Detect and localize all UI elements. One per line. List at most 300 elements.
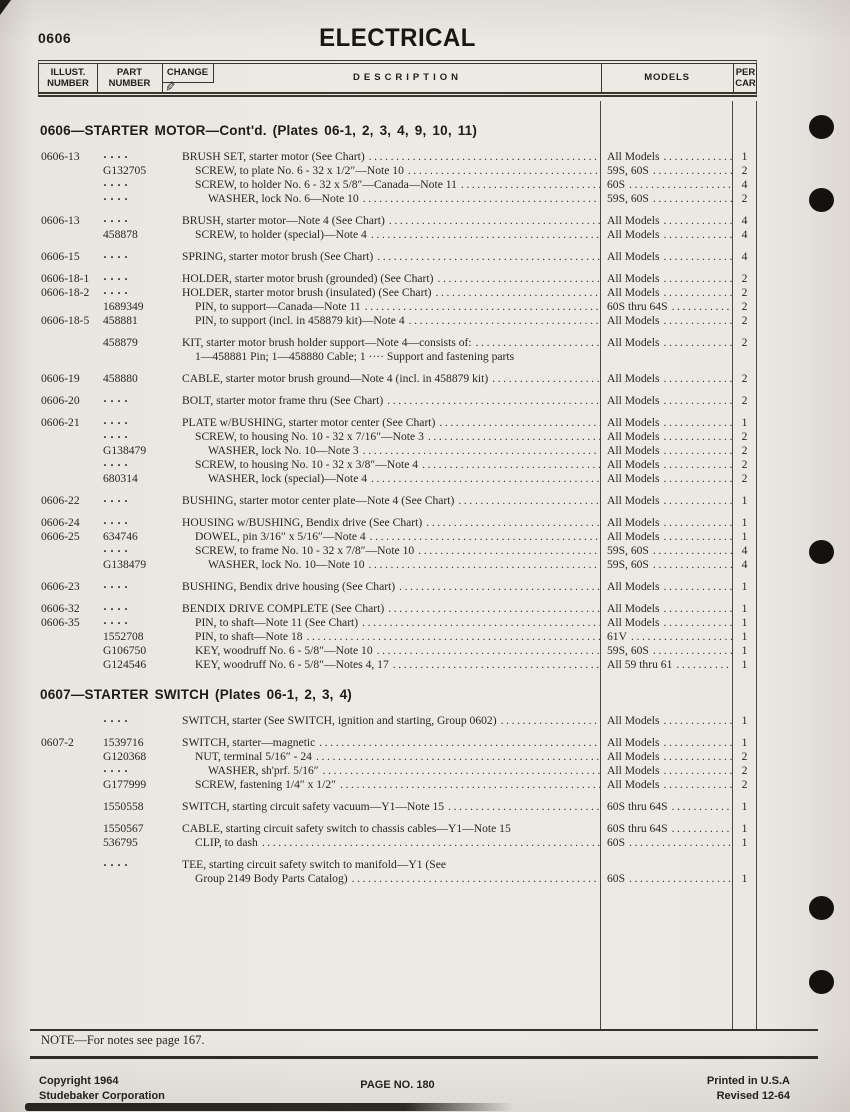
cell-description [182,736,600,750]
dot-leader [365,558,600,572]
description-text: PIN, to support—Canada—Note 11 [195,300,361,313]
cell-models [600,602,732,616]
table-row [38,394,757,408]
row-group [38,250,757,264]
cell-models [600,580,732,594]
cell-models [600,286,732,300]
note-rule-top [30,1029,818,1031]
cell-models [600,416,732,430]
models-text: All Models [607,228,660,241]
table-row [38,750,757,764]
cell-part-number: G132705 [103,164,147,177]
dot-leader [660,494,733,508]
row-group [38,858,757,886]
cell-part-number: ···· [103,458,132,472]
models-text: 61V [607,630,627,643]
cell-per-car: 1 [741,602,748,615]
dot-leader [258,836,600,850]
table-row [38,822,757,836]
description-text: WASHER, lock No. 6—Note 10 [208,192,359,205]
cell-illust-number [38,630,100,644]
dot-leader [660,150,733,164]
models-text: All Models [607,764,660,777]
dot-leader [358,616,600,630]
cell-illust-number [38,178,100,192]
cell-illust-number: 0606-32 [41,602,80,615]
dot-leader [383,394,600,408]
dot-leader [660,778,733,792]
cell-per-car [732,350,757,364]
models-text: 59S, 60S [607,544,649,557]
dot-leader [361,300,600,314]
models-text: All Models [607,444,660,457]
cell-part-number: G106750 [103,644,147,657]
table-row [38,530,757,544]
dot-leader [312,750,600,764]
cell-models [600,714,732,728]
binder-hole-mark [809,115,834,139]
description-text: BUSHING, Bendix drive housing (See Chart) [182,580,396,593]
page-code: 0606 [38,30,72,46]
cell-models [600,444,732,458]
description-text: BUSHING, starter motor center plate—Note 4 (See Chart) [182,494,455,507]
table-row [38,372,757,386]
cell-description [182,458,600,472]
dot-leader [367,228,600,242]
cell-part-number: G120368 [103,750,147,763]
column-header-change: CHANGE [162,64,214,83]
dot-leader [422,516,600,530]
cell-description [182,350,600,364]
change-pencil-icon: ✎ [163,78,177,95]
table-row [38,472,757,486]
description-text: PLATE w/BUSHING, starter motor center (See Chart) [182,416,436,429]
dot-leader [359,192,600,206]
cell-description [182,764,600,778]
dot-leader [418,458,600,472]
row-group [38,214,757,242]
table-row [38,630,757,644]
models-text: All Models [607,778,660,791]
description-text: Group 2149 Body Parts Catalog) [195,872,348,885]
dot-leader [660,444,733,458]
cell-models [600,336,732,350]
dot-leader [660,250,733,264]
description-text: SCREW, fastening 1/4″ x 1/2″ [195,778,336,791]
dot-leader [649,644,732,658]
cell-description [182,150,600,164]
cell-models [600,616,732,630]
models-text: 60S [607,872,626,885]
table-row [38,430,757,444]
column-header-part-number: PART NUMBER [108,67,151,89]
description-text: TEE, starting circuit safety switch to manifold—Y1 (See [182,858,447,871]
cell-description [182,516,600,530]
description-text: BRUSH, starter motor—Note 4 (See Chart) [182,214,385,227]
table-row [38,250,757,264]
row-group [38,580,757,594]
description-text: SCREW, to holder No. 6 - 32 x 5/8″—Canada—Note 11 [195,178,457,191]
models-text: All Models [607,714,660,727]
table-row [38,764,757,778]
table-row [38,858,757,872]
dot-leader [395,580,600,594]
cell-illust-number: 0606-21 [41,416,80,429]
dot-leader [660,214,733,228]
cell-per-car: 1 [741,494,748,507]
cell-per-car: 1 [741,630,748,643]
cell-description [182,472,600,486]
description-text: PIN, to shaft—Note 18 [195,630,303,643]
table-row [38,516,757,530]
cell-part-number: ···· [103,416,132,430]
cell-description [182,630,600,644]
cell-illust-number: 0606-22 [41,494,80,507]
table-right-rule [756,101,757,1030]
cell-part-number: ···· [103,272,132,286]
cell-models [600,272,732,286]
cell-illust-number: 0606-13 [41,150,80,163]
cell-illust-number [38,858,100,872]
cell-illust-number [38,544,100,558]
table-row [38,658,757,672]
footer-printed: Printed in U.S.A Revised 12-64 [706,1075,790,1102]
cell-description [182,714,600,728]
dot-leader [336,778,600,792]
cell-illust-number: 0606-23 [41,580,80,593]
row-group [38,272,757,328]
table-row [38,228,757,242]
cell-per-car: 2 [741,764,748,777]
table-row [38,580,757,594]
description-text: KEY, woodruff No. 6 - 5/8″—Note 10 [195,644,373,657]
models-text: 59S, 60S [607,644,649,657]
cell-illust-number [38,558,100,572]
description-text: SCREW, to plate No. 6 - 32 x 1/2″—Note 10 [195,164,404,177]
cell-description [182,750,600,764]
cell-models [600,630,732,644]
description-text: CLIP, to dash [195,836,258,849]
dot-leader [384,602,600,616]
cell-illust-number [38,658,100,672]
cell-description [182,616,600,630]
models-text: All 59 thru 61 [607,658,673,671]
cell-models [600,764,732,778]
cell-part-number: G177999 [103,778,147,791]
description-text: SWITCH, starting circuit safety vacuum—Y1—Note 15 [182,800,445,813]
description-text: WASHER, lock No. 10—Note 10 [208,558,365,571]
description-text: BENDIX DRIVE COMPLETE (See Chart) [182,602,385,615]
description-text: SCREW, to housing No. 10 - 32 x 7/16″—Note 3 [195,430,424,443]
cell-illust-number [38,778,100,792]
cell-per-car: 2 [741,430,748,443]
cell-per-car: 4 [741,250,748,263]
dot-leader [660,314,733,328]
models-text: 60S thru 64S [607,800,668,813]
cell-per-car: 4 [741,178,748,191]
row-group [38,336,757,364]
dot-leader [649,558,732,572]
dot-leader [373,644,600,658]
cell-models [600,658,732,672]
cell-per-car: 2 [741,750,748,763]
row-group [38,822,757,850]
table-row [38,214,757,228]
cell-illust-number: 0606-18-5 [41,314,90,327]
cell-models [600,458,732,472]
cell-per-car [732,858,757,872]
table-row [38,494,757,508]
cell-part-number: G138479 [103,558,147,571]
table-row [38,644,757,658]
cell-models [600,858,732,872]
cell-illust-number [38,430,100,444]
models-text: All Models [607,314,660,327]
table-row [38,616,757,630]
description-text: WASHER, sh'prf. 5/16″ [208,764,319,777]
cell-description [182,778,600,792]
cell-description [182,178,600,192]
models-column-rule [600,101,601,1030]
description-text: HOLDER, starter motor brush (grounded) (See Chart) [182,272,434,285]
cell-illust-number [38,644,100,658]
cell-illust-number [38,444,100,458]
dot-leader [414,544,600,558]
cell-per-car: 1 [741,800,748,813]
table-row [38,558,757,572]
cell-per-car: 1 [741,872,748,885]
dot-leader [660,580,733,594]
cell-description [182,416,600,430]
scan-edge-artifact [25,1103,513,1111]
column-header-models: MODELS [644,72,690,83]
cell-per-car: 1 [741,516,748,529]
cell-models [600,228,732,242]
cell-part-number [100,872,182,886]
cell-part-number: ···· [103,150,132,164]
cell-per-car: 2 [741,192,748,205]
cell-part-number: ···· [103,250,132,264]
cell-illust-number [38,336,100,350]
cell-per-car: 2 [741,164,748,177]
dot-leader [660,286,733,300]
dot-leader [433,272,600,286]
cell-illust-number [38,300,100,314]
description-text: KEY, woodruff No. 6 - 5/8″—Notes 4, 17 [195,658,389,671]
dot-leader [660,430,733,444]
dot-leader [373,250,600,264]
cell-description [182,602,600,616]
cell-per-car: 1 [741,580,748,593]
table-row [38,192,757,206]
dot-leader [660,516,733,530]
cell-part-number: ···· [103,544,132,558]
binder-hole-mark [809,188,834,212]
cell-illust-number [38,764,100,778]
cell-description [182,822,600,836]
models-text: All Models [607,286,660,299]
column-header-description: DESCRIPTION [353,72,462,83]
cell-part-number: ···· [103,858,132,872]
cell-description [182,530,600,544]
cell-part-number: ···· [103,602,132,616]
models-text: All Models [607,736,660,749]
table-body [38,101,757,1030]
cell-models [600,530,732,544]
dot-leader [660,228,733,242]
cell-part-number: 1689349 [103,300,144,313]
table-row [38,300,757,314]
cell-models [600,800,732,814]
table-row [38,736,757,750]
table-row [38,714,757,728]
cell-part-number: 458880 [103,372,138,385]
models-text: All Models [607,530,660,543]
cell-models [600,430,732,444]
note-text: NOTE—For notes see page 167. [41,1033,205,1047]
description-text: 1—458881 Pin; 1—458880 Cable; 1 ···· Support and fastening parts [195,350,515,363]
row-group [38,602,757,672]
cell-per-car: 4 [741,558,748,571]
table-row [38,416,757,430]
models-text: All Models [607,472,660,485]
models-text: 60S thru 64S [607,300,668,313]
dot-leader [660,736,733,750]
table-row [38,336,757,350]
cell-models [600,736,732,750]
dot-leader [668,822,732,836]
dot-leader [319,764,600,778]
table-header [38,60,757,97]
description-text: SCREW, to housing No. 10 - 32 x 3/8″—Note 4 [195,458,419,471]
cell-per-car: 2 [741,336,748,349]
cell-models [600,544,732,558]
cell-part-number: ···· [103,192,132,206]
row-group [38,416,757,486]
cell-description [182,558,600,572]
models-text: 59S, 60S [607,164,649,177]
cell-per-car: 1 [741,822,748,835]
cell-illust-number [38,750,100,764]
cell-per-car: 4 [741,544,748,557]
table-row [38,350,757,364]
table-row [38,800,757,814]
cell-per-car: 1 [741,530,748,543]
dot-leader [432,286,600,300]
description-text: BRUSH SET, starter motor (See Chart) [182,150,365,163]
cell-per-car: 1 [741,736,748,749]
cell-per-car: 1 [741,150,748,163]
cell-description [182,164,600,178]
cell-illust-number: 0606-18-2 [41,286,90,299]
dot-leader [303,630,600,644]
cell-illust-number: 0607-2 [41,736,74,749]
cell-part-number: ···· [103,286,132,300]
cell-per-car: 2 [741,458,748,471]
cell-part-number: G138479 [103,444,147,457]
cell-part-number: ···· [103,714,132,728]
models-text: 59S, 60S [607,558,649,571]
cell-illust-number [38,714,100,728]
cell-models [600,372,732,386]
cell-description [182,214,600,228]
cell-models [600,178,732,192]
description-text: SWITCH, starter—magnetic [182,736,316,749]
dot-leader [668,300,732,314]
cell-per-car: 1 [741,644,748,657]
footer-page-number: PAGE NO. 180 [360,1079,435,1091]
description-text: DOWEL, pin 3/16″ x 5/16″—Note 4 [195,530,366,543]
cell-description [182,658,600,672]
section [38,687,757,886]
models-text: All Models [607,394,660,407]
cell-part-number [100,350,182,364]
description-text: SWITCH, starter (See SWITCH, ignition and starting, Group 0602) [182,714,497,727]
cell-description [182,250,600,264]
cell-part-number: ···· [103,764,132,778]
cell-part-number: ···· [103,616,132,630]
description-text: HOUSING w/BUSHING, Bendix drive (See Chart) [182,516,423,529]
table-row [38,872,757,886]
models-text: All Models [607,750,660,763]
cell-models [600,192,732,206]
dot-leader [649,192,732,206]
models-text: All Models [607,250,660,263]
cell-part-number: 536795 [103,836,138,849]
cell-per-car: 2 [741,272,748,285]
cell-per-car: 4 [741,228,748,241]
cell-per-car: 1 [741,714,748,727]
dot-leader [315,736,600,750]
table-row [38,444,757,458]
dot-leader [649,544,732,558]
description-text: SCREW, to frame No. 10 - 32 x 7/8″—Note 10 [195,544,415,557]
dot-leader [660,764,733,778]
table-row [38,836,757,850]
dot-leader [627,630,732,644]
row-group [38,394,757,408]
models-text: All Models [607,494,660,507]
table-row [38,314,757,328]
cell-models [600,394,732,408]
row-group [38,736,757,792]
cell-description [182,228,600,242]
cell-illust-number [38,228,100,242]
dot-leader [660,458,733,472]
cell-illust-number [38,872,100,886]
cell-models [600,872,732,886]
cell-illust-number [38,822,100,836]
row-group [38,800,757,814]
description-text: WASHER, lock No. 10—Note 3 [208,444,359,457]
scan-corner-artifact [0,0,11,15]
dot-leader [404,164,600,178]
description-text: KIT, starter motor brush holder support—Note 4—consists of: [182,336,472,349]
dot-leader [359,444,600,458]
table-row [38,602,757,616]
cell-illust-number: 0606-20 [41,394,80,407]
cell-illust-number: 0606-13 [41,214,80,227]
binder-hole-mark [809,540,834,564]
cell-description [182,836,600,850]
dot-leader [660,416,733,430]
dot-leader [348,872,600,886]
cell-models [600,214,732,228]
cell-part-number: ···· [103,178,132,192]
cell-models [600,822,732,836]
cell-models [600,314,732,328]
dot-leader [424,430,600,444]
